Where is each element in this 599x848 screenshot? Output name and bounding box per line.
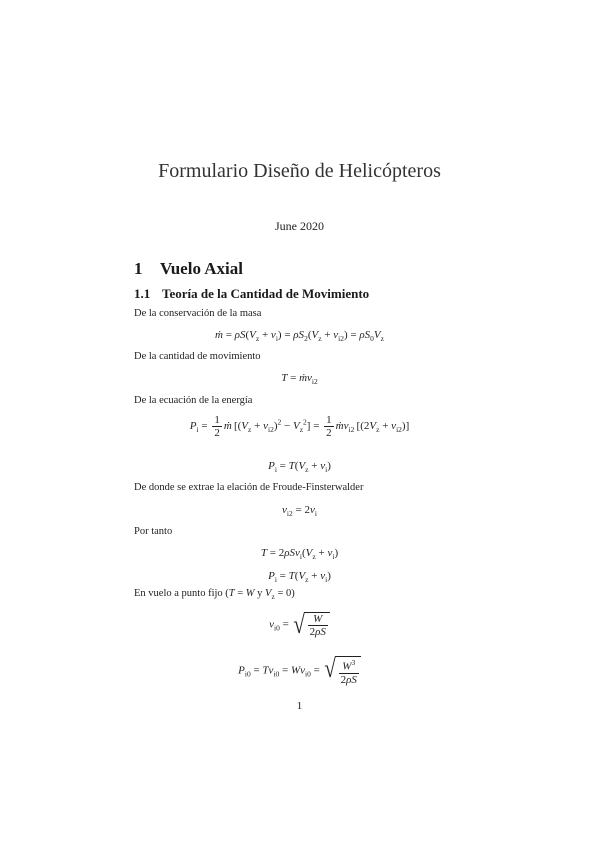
equation-thrust: T = ṁv$_{i2}$ (281, 372, 318, 387)
equation-hover-velocity: $v_{i0}$ = √ $\frac{W}{2\rho S}$ (0, 612, 599, 638)
paragraph-froude: De donde se extrae la elación de Froude-Finsterwalder (134, 482, 364, 493)
equation-froude: $v_{i2} = 2v_i$ (282, 504, 317, 519)
section-title: Vuelo Axial (160, 259, 243, 278)
paragraph-momentum: De la cantidad de movimiento (134, 351, 261, 362)
equation-energy-power: $P_i$ = $\frac{1}{2}$ ṁ $[(V_z + v_{i2})^2 - V_z^2]$ = $\frac{1}{2}$ ṁv$_{i2}$ $[(2V_z + v_{i2})]$ (189, 414, 410, 439)
document-date: June 2020 (275, 219, 324, 233)
section-number: 1 (134, 259, 143, 278)
equation-mass-flow: ṁ = $\rho S(V_z + v_i) = \rho S_2(V_z + v_{i2}) = \rho S_0V_z$ (215, 329, 384, 344)
paragraph-hover: En vuelo a punto fijo (T = W y $V_z = 0$) (134, 588, 295, 602)
equation-power-result: $P_i = T(V_z + v_i)$ (268, 570, 331, 585)
document-title: Formulario Diseño de Helicópteros (158, 160, 441, 182)
section-heading (134, 259, 243, 279)
paragraph-therefore: Por tanto (134, 526, 173, 537)
paragraph-energy: De la ecuación de la energía (134, 395, 253, 406)
subsection-title: Teoría de la Cantidad de Movimiento (162, 286, 370, 301)
subsection-heading (134, 286, 369, 302)
paragraph-mass-conservation: De la conservación de la masa (134, 308, 262, 319)
equation-thrust-result: $T = 2\rho Sv_i(V_z + v_i)$ (260, 547, 339, 562)
equation-induced-power: $P_i = T(V_z + v_i)$ (268, 460, 331, 475)
equation-hover-power: $P_{i0} = Tv_{i0} = Wv_{i0}$ = √ $\frac{W^3}{2\rho S}$ (0, 656, 599, 686)
subsection-number: 1.1 (134, 286, 151, 301)
page-number: 1 (296, 700, 303, 712)
